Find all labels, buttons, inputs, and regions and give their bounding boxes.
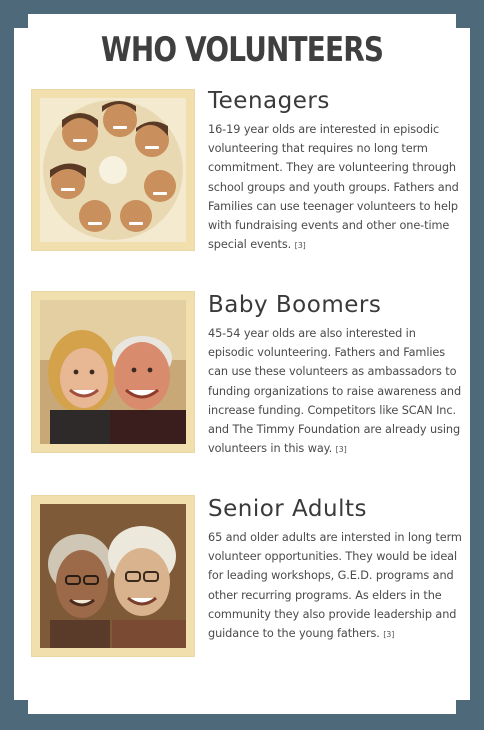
citation: [3]	[383, 630, 395, 640]
section-heading: Senior Adults	[208, 496, 367, 522]
senior-adults-photo	[32, 496, 194, 656]
section-body	[208, 120, 464, 255]
teenagers-photo	[32, 90, 194, 250]
corner-notch	[456, 700, 472, 716]
section-heading: Baby Boomers	[208, 292, 382, 318]
section-heading: Teenagers	[208, 88, 330, 114]
baby-boomers-photo	[32, 292, 194, 452]
page-title: WHO VOLUNTEERS	[100, 30, 384, 70]
corner-notch	[12, 700, 28, 716]
section-body	[208, 528, 464, 644]
two-senior-women-photo-icon	[40, 504, 186, 648]
section-body-text: 45-54 year olds are also interested in episodic volunteering. Fathers and Famlies can use these volunteers as ambassadors to funding organizations to raise awareness and increase funding. Competitors like SCAN Inc. and The Timmy Foundation are already using volunteers in this way.	[208, 327, 462, 456]
corner-notch	[12, 12, 28, 28]
citation: [3]	[294, 241, 306, 251]
section-body	[208, 324, 464, 459]
corner-notch	[456, 12, 472, 28]
section-body-text: 16-19 year olds are interested in episodic volunteering that requires no long term commitment. They are volunteering through school groups and youth groups. Fathers and Families can use teenager volunteers to help with fundraising events and other one-time special events.	[208, 123, 459, 252]
section-body-text: 65 and older adults are intersted in long term volunteer opportunities. They would be ideal for leading workshops, G.E.D. programs and other recurring programs. As elders in the community they also provide leadership and guidance to the young fathers.	[208, 531, 462, 641]
couple-photo-icon	[40, 300, 186, 444]
citation: [3]	[335, 445, 347, 455]
group-of-teenagers-photo-icon	[40, 98, 186, 242]
content-card	[14, 14, 470, 714]
